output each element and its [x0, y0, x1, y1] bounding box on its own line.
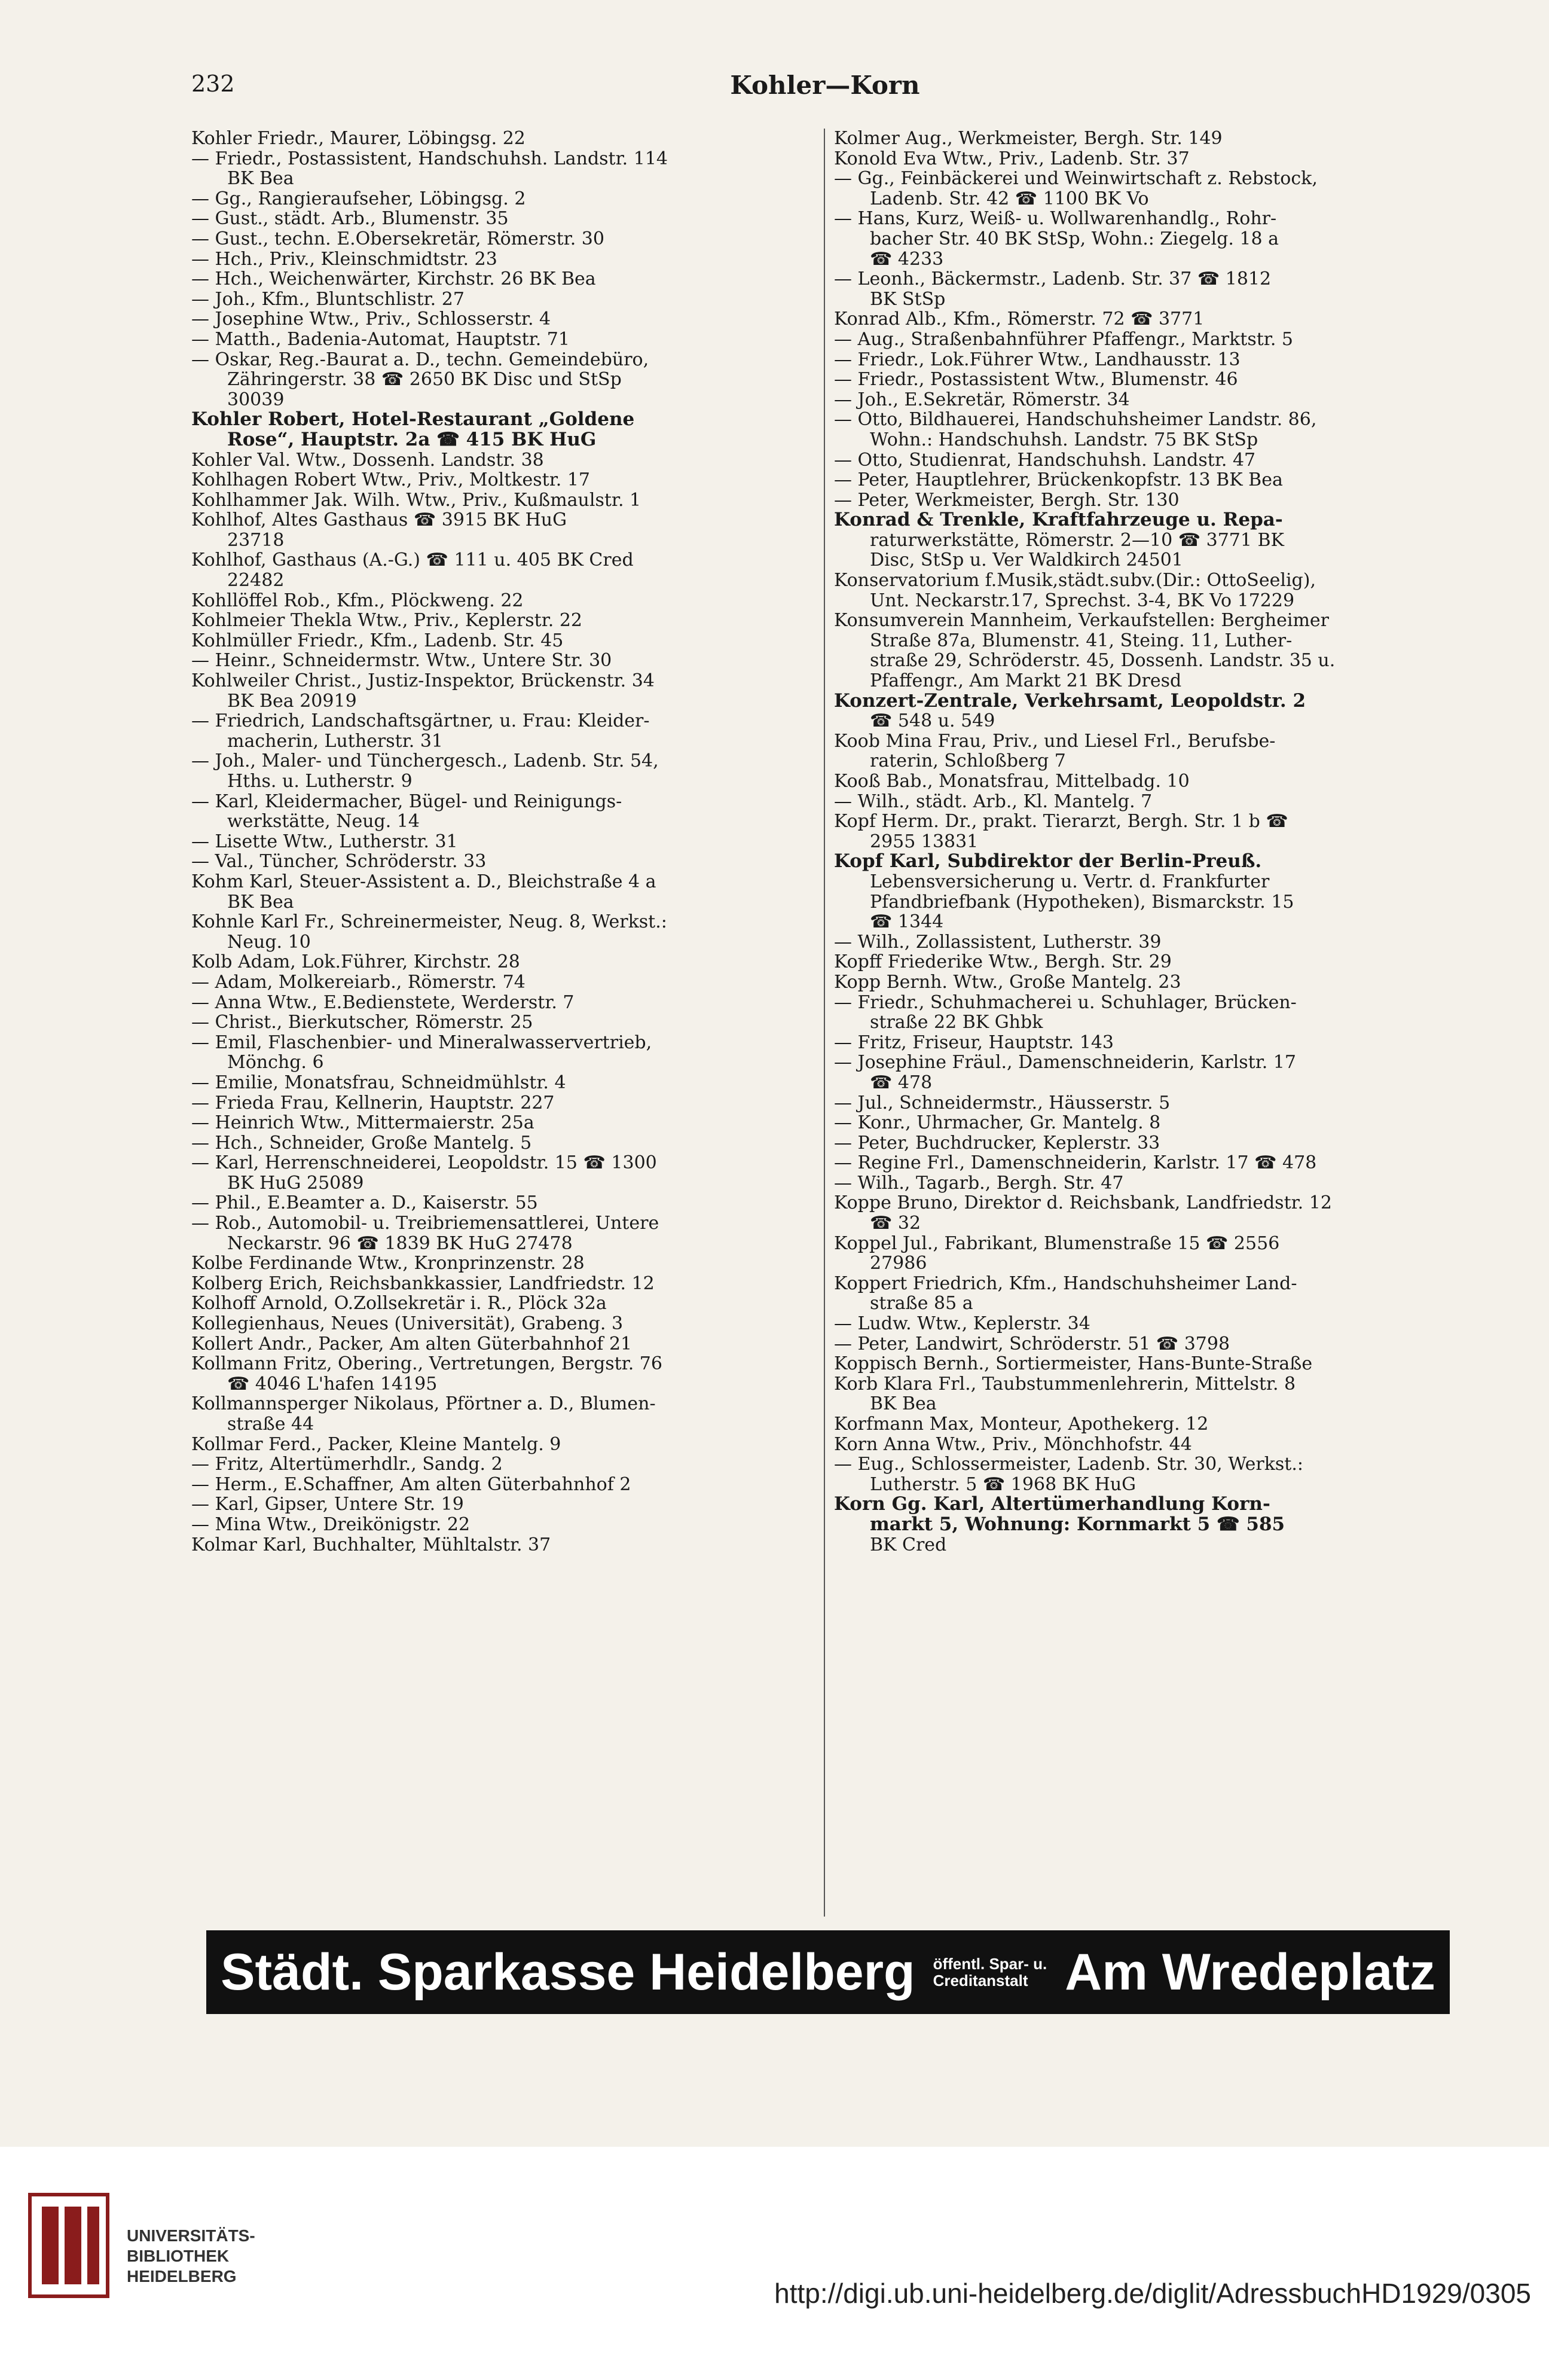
ad-subtitle-line2: Creditanstalt — [933, 1972, 1028, 1990]
directory-entry: Kohnle Karl Fr., Schreinermeister, Neug. 8, Werkst.: — [191, 912, 667, 932]
directory-entry: — Lisette Wtw., Lutherstr. 31 — [191, 831, 458, 852]
directory-entry: straße 85 a — [870, 1293, 973, 1314]
directory-entry: — Rob., Automobil- u. Treibriemensattlerei, Untere — [191, 1213, 659, 1234]
directory-entry: — Friedr., Lok.Führer Wtw., Landhausstr. 13 — [834, 349, 1241, 370]
directory-entry: ☎ 478 — [870, 1072, 933, 1093]
directory-entry: — Josephine Fräul., Damenschneiderin, Karlstr. 17 — [834, 1052, 1296, 1073]
directory-entry: Kolb Adam, Lok.Führer, Kirchstr. 28 — [191, 952, 520, 972]
directory-entry: — Gg., Feinbäckerei und Weinwirtschaft z. Rebstock, — [834, 169, 1318, 189]
library-footer — [0, 2147, 1549, 2380]
directory-entry: Koppe Bruno, Direktor d. Reichsbank, Landfriedstr. 12 — [834, 1193, 1332, 1214]
directory-entry: Konzert-Zentrale, Verkehrsamt, Leopoldstr. 2 — [834, 691, 1306, 712]
directory-entry: raterin, Schloßberg 7 — [870, 751, 1066, 771]
directory-entry: — Friedrich, Landschaftsgärtner, u. Frau: Kleider- — [191, 711, 650, 731]
directory-entry: Kohllöffel Rob., Kfm., Plöckweng. 22 — [191, 590, 524, 611]
directory-entry: Neckarstr. 96 ☎ 1839 BK HuG 27478 — [227, 1233, 573, 1254]
library-logo — [24, 2189, 335, 2308]
directory-entry: Koob Mina Frau, Priv., und Liesel Frl., Berufsbe- — [834, 731, 1276, 752]
directory-entry: Hths. u. Lutherstr. 9 — [227, 771, 413, 792]
directory-entry: Kopf Herm. Dr., prakt. Tierarzt, Bergh. Str. 1 b ☎ — [834, 811, 1288, 832]
directory-entry: Pfandbriefbank (Hypotheken), Bismarckstr. 15 — [870, 892, 1294, 913]
directory-entry: Korn Anna Wtw., Priv., Mönchhofstr. 44 — [834, 1434, 1192, 1455]
directory-entry: — Val., Tüncher, Schröderstr. 33 — [191, 852, 487, 872]
directory-entry: — Heinr., Schneidermstr. Wtw., Untere Str. 30 — [191, 651, 612, 672]
directory-entry: — Oskar, Reg.-Baurat a. D., techn. Gemeindebüro, — [191, 349, 649, 370]
directory-entry: — Eug., Schlossermeister, Ladenb. Str. 30, Werkst.: — [834, 1454, 1303, 1475]
directory-columns — [191, 129, 1459, 1917]
directory-entry: BK Bea — [870, 1394, 937, 1414]
directory-entry: Kohlmeier Thekla Wtw., Priv., Keplerstr. 22 — [191, 611, 583, 631]
directory-entry: Konrad & Trenkle, Kraftfahrzeuge u. Repa- — [834, 510, 1283, 530]
directory-entry: raturwerkstätte, Römerstr. 2—10 ☎ 3771 BK — [870, 530, 1284, 551]
directory-entry: Kopf Karl, Subdirektor der Berlin-Preuß. — [834, 852, 1262, 872]
directory-entry: Kopff Friederike Wtw., Bergh. Str. 29 — [834, 952, 1172, 972]
directory-entry: Kopp Bernh. Wtw., Große Mantelg. 23 — [834, 972, 1181, 993]
ad-name: Städt. Sparkasse Heidelberg — [221, 1943, 915, 2001]
directory-entry: Straße 87a, Blumenstr. 41, Steing. 11, Luther- — [870, 630, 1293, 651]
directory-entry: Kohlhof, Altes Gasthaus ☎ 3915 BK HuG — [191, 510, 567, 530]
directory-entry: — Wilh., städt. Arb., Kl. Mantelg. 7 — [834, 791, 1153, 812]
directory-entry: Kollmann Fritz, Obering., Vertretungen, Bergstr. 76 — [191, 1354, 662, 1374]
library-seal-icon — [24, 2189, 114, 2302]
directory-entry: markt 5, Wohnung: Kornmarkt 5 ☎ 585 — [870, 1514, 1285, 1535]
column-divider — [824, 129, 825, 1917]
directory-entry: Kollmar Ferd., Packer, Kleine Mantelg. 9 — [191, 1434, 561, 1455]
directory-entry: Kooß Bab., Monatsfrau, Mittelbadg. 10 — [834, 771, 1190, 792]
directory-entry: ☎ 4046 L'hafen 14195 — [227, 1374, 438, 1395]
source-url[interactable]: http://digi.ub.uni-heidelberg.de/diglit/AdressbuchHD1929/0305 — [774, 2278, 1531, 2309]
directory-entry: Koppert Friedrich, Kfm., Handschuhsheimer Land- — [834, 1273, 1297, 1294]
directory-entry: Disc, StSp u. Ver Waldkirch 24501 — [870, 550, 1183, 571]
directory-entry: — Ludw. Wtw., Keplerstr. 34 — [834, 1314, 1090, 1334]
directory-entry: Mönchg. 6 — [227, 1052, 324, 1073]
directory-entry: Kohlhagen Robert Wtw., Priv., Moltkestr. 17 — [191, 470, 590, 490]
directory-entry: — Fritz, Friseur, Hauptstr. 143 — [834, 1032, 1114, 1053]
ad-subtitle — [933, 1955, 1047, 1989]
directory-entry: — Fritz, Altertümerhdlr., Sandg. 2 — [191, 1454, 503, 1475]
directory-entry: Kollmannsperger Nikolaus, Pförtner a. D., Blumen- — [191, 1394, 656, 1414]
page-header — [191, 71, 1459, 106]
directory-entry: — Phil., E.Beamter a. D., Kaiserstr. 55 — [191, 1193, 538, 1214]
directory-entry: — Hch., Weichenwärter, Kirchstr. 26 BK Bea — [191, 269, 596, 289]
ad-location: Am Wredeplatz — [1065, 1943, 1435, 2001]
directory-entry: Kolmar Karl, Buchhalter, Mühltalstr. 37 — [191, 1534, 551, 1555]
directory-entry: Wohn.: Handschuhsh. Landstr. 75 BK StSp — [870, 429, 1258, 450]
directory-entry: ☎ 548 u. 549 — [870, 711, 995, 731]
directory-entry: Zähringerstr. 38 ☎ 2650 BK Disc und StSp — [227, 370, 622, 390]
directory-entry: Konrad Alb., Kfm., Römerstr. 72 ☎ 3771 — [834, 309, 1205, 329]
directory-entry: bacher Str. 40 BK StSp, Wohn.: Ziegelg. 18 a — [870, 228, 1279, 249]
directory-entry: — Gust., städt. Arb., Blumenstr. 35 — [191, 209, 509, 229]
directory-entry: 23718 — [227, 530, 285, 551]
directory-entry: — Joh., E.Sekretär, Römerstr. 34 — [834, 389, 1130, 410]
directory-entry: — Karl, Kleidermacher, Bügel- und Reinigungs- — [191, 791, 622, 812]
directory-entry: Kollegienhaus, Neues (Universität), Grabeng. 3 — [191, 1314, 624, 1334]
directory-entry: Kohler Friedr., Maurer, Löbingsg. 22 — [191, 129, 526, 149]
directory-entry: Konservatorium f.Musik,städt.subv.(Dir.: OttoSeelig), — [834, 570, 1316, 591]
directory-entry: — Peter, Landwirt, Schröderstr. 51 ☎ 3798 — [834, 1334, 1230, 1354]
directory-entry: ☎ 1344 — [870, 912, 944, 932]
directory-entry: Kolbe Ferdinande Wtw., Kronprinzenstr. 28 — [191, 1253, 585, 1274]
directory-entry: Neug. 10 — [227, 932, 311, 953]
directory-entry: Koppel Jul., Fabrikant, Blumenstraße 15 ☎ 2556 — [834, 1233, 1280, 1254]
directory-entry: Kohlweiler Christ., Justiz-Inspektor, Brückenstr. 34 — [191, 671, 655, 691]
directory-entry: ☎ 4233 — [870, 249, 944, 270]
directory-entry: — Leonh., Bäckermstr., Ladenb. Str. 37 ☎ 1812 — [834, 269, 1272, 289]
directory-entry: straße 29, Schröderstr. 45, Dossenh. Landstr. 35 u. — [870, 651, 1336, 672]
directory-entry: — Gust., techn. E.Obersekretär, Römerstr. 30 — [191, 228, 604, 249]
directory-entry: 27986 — [870, 1253, 927, 1274]
page-number: 232 — [191, 71, 235, 97]
directory-entry: — Joh., Maler- und Tünchergesch., Ladenb. Str. 54, — [191, 751, 659, 771]
directory-entry: Rose“, Hauptstr. 2a ☎ 415 BK HuG — [227, 429, 597, 450]
directory-entry: — Wilh., Tagarb., Bergh. Str. 47 — [834, 1173, 1124, 1194]
directory-entry: 30039 — [227, 389, 285, 410]
directory-entry: Konsumverein Mannheim, Verkaufstellen: Bergheimer — [834, 611, 1330, 631]
directory-entry: — Konr., Uhrmacher, Gr. Mantelg. 8 — [834, 1113, 1161, 1133]
directory-entry: — Peter, Werkmeister, Bergh. Str. 130 — [834, 490, 1180, 511]
directory-entry: Pfaffengr., Am Markt 21 BK Dresd — [870, 671, 1182, 691]
directory-entry: — Christ., Bierkutscher, Römerstr. 25 — [191, 1012, 533, 1033]
directory-entry: — Gg., Rangieraufseher, Löbingsg. 2 — [191, 188, 526, 209]
directory-entry: Unt. Neckarstr.17, Sprechst. 3-4, BK Vo 17229 — [870, 590, 1295, 611]
directory-entry: 22482 — [227, 570, 285, 591]
directory-entry: Kolmer Aug., Werkmeister, Bergh. Str. 149 — [834, 129, 1223, 149]
directory-entry: Ladenb. Str. 42 ☎ 1100 BK Vo — [870, 188, 1149, 209]
directory-entry: — Heinrich Wtw., Mittermaierstr. 25a — [191, 1113, 534, 1133]
right-column — [834, 129, 1459, 1555]
directory-entry: Kohm Karl, Steuer-Assistent a. D., Bleichstraße 4 a — [191, 871, 656, 892]
directory-entry: — Josephine Wtw., Priv., Schlosserstr. 4 — [191, 309, 551, 329]
directory-entry: BK Bea 20919 — [227, 691, 357, 712]
library-name-line3: HEIDELBERG — [127, 2267, 237, 2286]
ad-subtitle-line1: öffentl. Spar- u. — [933, 1955, 1047, 1973]
directory-entry: ☎ 32 — [870, 1213, 921, 1234]
directory-entry: — Matth., Badenia-Automat, Hauptstr. 71 — [191, 329, 570, 350]
directory-entry: — Emil, Flaschenbier- und Mineralwasservertrieb, — [191, 1032, 652, 1053]
directory-entry: — Karl, Herrenschneiderei, Leopoldstr. 15 ☎ 1300 — [191, 1153, 657, 1173]
directory-entry: — Mina Wtw., Dreikönigstr. 22 — [191, 1514, 470, 1535]
directory-entry: BK StSp — [870, 289, 946, 310]
directory-entry: — Hch., Schneider, Große Mantelg. 5 — [191, 1133, 532, 1154]
directory-entry: — Anna Wtw., E.Bedienstete, Werderstr. 7 — [191, 992, 575, 1013]
directory-entry: macherin, Lutherstr. 31 — [227, 731, 443, 752]
left-column — [191, 129, 816, 1555]
library-name-line2: BIBLIOTHEK — [127, 2247, 230, 2265]
directory-entry: Korfmann Max, Monteur, Apothekerg. 12 — [834, 1414, 1209, 1435]
directory-entry: BK Cred — [870, 1534, 947, 1555]
directory-entry: Lebensversicherung u. Vertr. d. Frankfurter — [870, 871, 1270, 892]
directory-entry: Kohlhammer Jak. Wilh. Wtw., Priv., Kußmaulstr. 1 — [191, 490, 641, 511]
directory-entry: — Regine Frl., Damenschneiderin, Karlstr. 17 ☎ 478 — [834, 1153, 1317, 1173]
directory-entry: Kohlmüller Friedr., Kfm., Ladenb. Str. 45 — [191, 630, 564, 651]
directory-entry: — Friedr., Postassistent Wtw., Blumenstr. 46 — [834, 370, 1238, 390]
directory-entry: — Peter, Buchdrucker, Keplerstr. 33 — [834, 1133, 1160, 1154]
directory-entry: Kohler Val. Wtw., Dossenh. Landstr. 38 — [191, 450, 544, 471]
directory-entry: Koppisch Bernh., Sortiermeister, Hans-Bunte-Straße — [834, 1354, 1313, 1374]
directory-entry: Korb Klara Frl., Taubstummenlehrerin, Mittelstr. 8 — [834, 1374, 1296, 1395]
directory-entry: Lutherstr. 5 ☎ 1968 BK HuG — [870, 1474, 1136, 1495]
directory-entry: — Karl, Gipser, Untere Str. 19 — [191, 1494, 464, 1515]
directory-entry: — Peter, Hauptlehrer, Brückenkopfstr. 13 BK Bea — [834, 470, 1283, 490]
directory-entry: — Herm., E.Schaffner, Am alten Güterbahnhof 2 — [191, 1474, 631, 1495]
directory-entry: straße 44 — [227, 1414, 314, 1435]
directory-entry: — Otto, Bildhauerei, Handschuhsheimer Landstr. 86, — [834, 410, 1317, 430]
directory-entry: — Adam, Molkereiarb., Römerstr. 74 — [191, 972, 526, 993]
directory-entry: — Friedr., Schuhmacherei u. Schuhlager, Brücken- — [834, 992, 1297, 1013]
directory-entry: — Emilie, Monatsfrau, Schneidmühlstr. 4 — [191, 1072, 566, 1093]
directory-entry: Kollert Andr., Packer, Am alten Güterbahnhof 21 — [191, 1334, 633, 1354]
directory-entry: — Wilh., Zollassistent, Lutherstr. 39 — [834, 932, 1162, 953]
sparkasse-advertisement — [206, 1930, 1450, 2014]
library-name — [127, 2226, 255, 2287]
directory-entry: — Frieda Frau, Kellnerin, Hauptstr. 227 — [191, 1093, 555, 1113]
directory-entry: Korn Gg. Karl, Altertümerhandlung Korn- — [834, 1494, 1270, 1515]
running-head: Kohler—Korn — [730, 71, 920, 100]
directory-entry: BK HuG 25089 — [227, 1173, 364, 1194]
directory-entry: — Joh., Kfm., Bluntschlistr. 27 — [191, 289, 465, 310]
library-name-line1: UNIVERSITÄTS- — [127, 2226, 255, 2245]
directory-entry: — Friedr., Postassistent, Handschuhsh. Landstr. 114 — [191, 148, 668, 169]
directory-entry: 2955 13831 — [870, 831, 979, 852]
directory-entry: Kohler Robert, Hotel-Restaurant „Goldene — [191, 410, 635, 430]
directory-entry: BK Bea — [227, 892, 294, 913]
directory-entry: Kolberg Erich, Reichsbankkassier, Landfriedstr. 12 — [191, 1273, 655, 1294]
directory-entry: — Hch., Priv., Kleinschmidtstr. 23 — [191, 249, 497, 270]
directory-entry: — Aug., Straßenbahnführer Pfaffengr., Marktstr. 5 — [834, 329, 1293, 350]
directory-entry: Kolhoff Arnold, O.Zollsekretär i. R., Plöck 32a — [191, 1293, 607, 1314]
directory-entry: werkstätte, Neug. 14 — [227, 811, 420, 832]
directory-entry: — Jul., Schneidermstr., Häusserstr. 5 — [834, 1093, 1171, 1113]
directory-entry: Kohlhof, Gasthaus (A.-G.) ☎ 111 u. 405 BK Cred — [191, 550, 634, 571]
directory-entry: straße 22 BK Ghbk — [870, 1012, 1043, 1033]
directory-entry: — Hans, Kurz, Weiß- u. Wollwarenhandlg., Rohr- — [834, 209, 1277, 229]
directory-entry: — Otto, Studienrat, Handschuhsh. Landstr. 47 — [834, 450, 1256, 471]
directory-entry: BK Bea — [227, 169, 294, 189]
directory-entry: Konold Eva Wtw., Priv., Ladenb. Str. 37 — [834, 148, 1190, 169]
